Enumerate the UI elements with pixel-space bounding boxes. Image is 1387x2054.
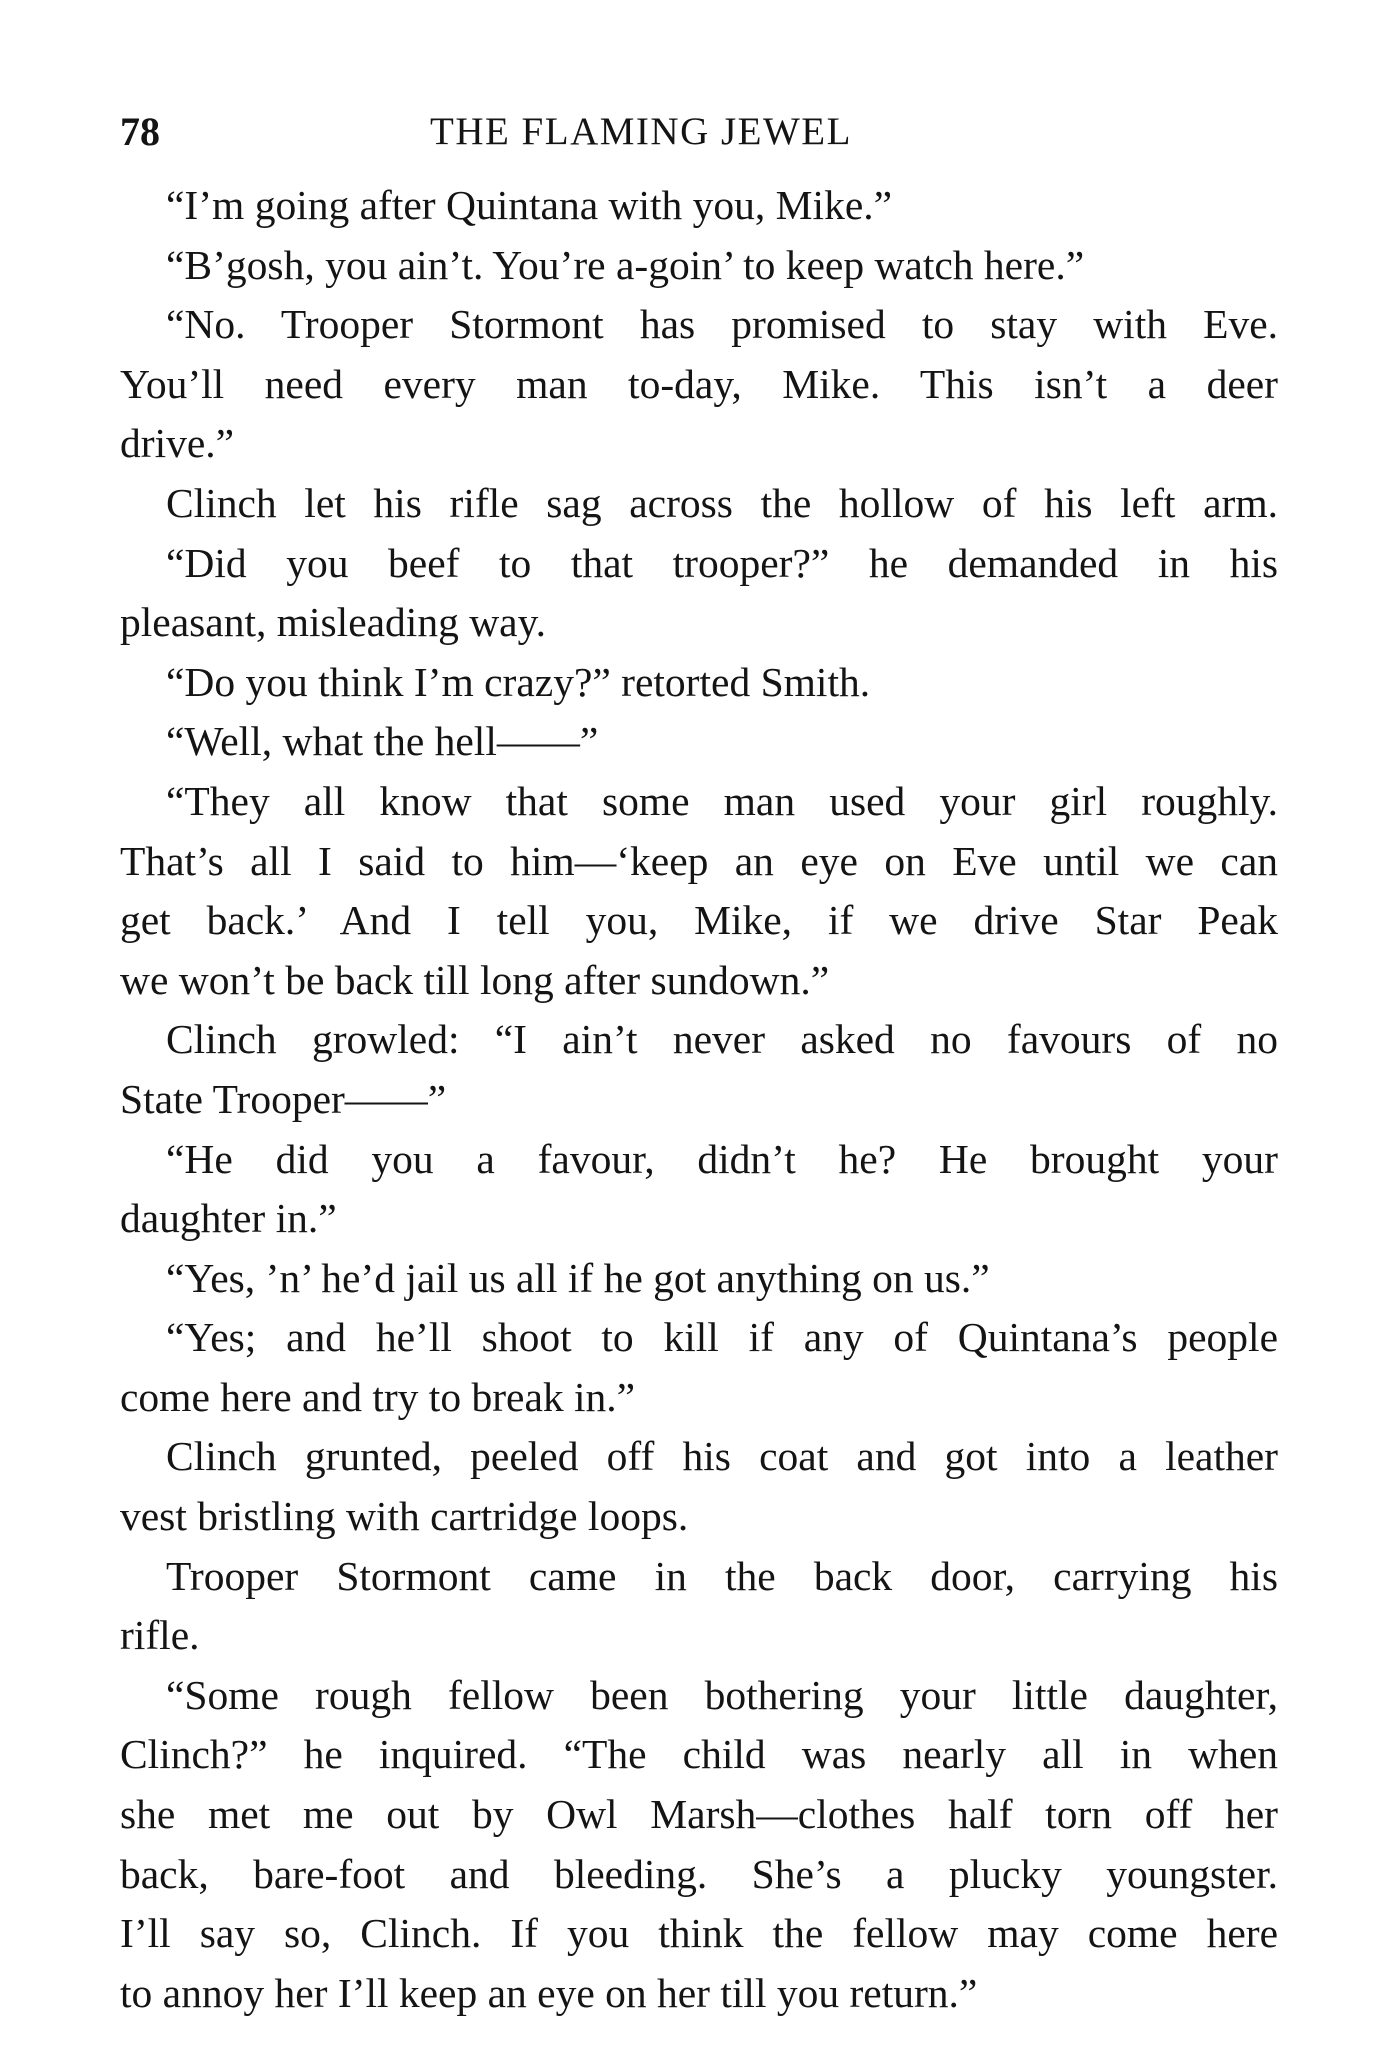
text-line: back, bare-foot and bleeding. She’s a plucky youngster. <box>120 1850 1278 1897</box>
text-line: Clinch?” he inquired. “The child was nearly all in when <box>120 1731 1278 1778</box>
text-line: That’s all I said to him—‘keep an eye on Eve until we can <box>120 837 1278 884</box>
text-line: we won’t be back till long after sundown.” <box>120 956 830 1003</box>
text-line: Trooper Stormont came in the back door, carrying his <box>166 1552 1278 1599</box>
text-line: “B’gosh, you ain’t. You’re a-goin’ to keep watch here.” <box>166 241 1085 288</box>
text-line: come here and try to break in.” <box>120 1373 636 1420</box>
text-line: get back.’ And I tell you, Mike, if we drive Star Peak <box>120 897 1278 944</box>
text-line: Clinch grunted, peeled off his coat and got into a leather <box>166 1433 1278 1480</box>
text-line: “No. Trooper Stormont has promised to stay with Eve. <box>166 301 1278 348</box>
text-line: State Trooper——” <box>120 1075 447 1122</box>
text-line: Clinch let his rifle sag across the hollow of his left arm. <box>166 479 1278 526</box>
text-line: vest bristling with cartridge loops. <box>120 1493 689 1540</box>
page-header <box>120 104 1280 160</box>
running-title: THE FLAMING JEWEL <box>430 110 852 153</box>
text-line: I’ll say so, Clinch. If you think the fellow may come here <box>120 1910 1278 1957</box>
page-number: 78 <box>120 109 160 154</box>
text-line: to annoy her I’ll keep an eye on her till you return.” <box>120 1969 978 2016</box>
text-line: “Yes; and he’ll shoot to kill if any of Quintana’s people <box>166 1314 1278 1361</box>
body-text <box>120 176 1278 2023</box>
text-line: “He did you a favour, didn’t he? He brought your <box>166 1135 1278 1182</box>
text-line: “Some rough fellow been bothering your little daughter, <box>166 1671 1278 1718</box>
text-line: drive.” <box>120 420 235 467</box>
text-line: pleasant, misleading way. <box>120 599 547 646</box>
text-line: You’ll need every man to-day, Mike. This isn’t a deer <box>120 360 1278 407</box>
text-line: daughter in.” <box>120 1195 337 1242</box>
text-line: “Well, what the hell——” <box>166 718 599 765</box>
text-line: “Do you think I’m crazy?” retorted Smith. <box>166 658 871 705</box>
text-line: Clinch growled: “I ain’t never asked no favours of no <box>166 1016 1278 1063</box>
text-line: rifle. <box>120 1612 200 1659</box>
text-line: “Yes, ’n’ he’d jail us all if he got anything on us.” <box>166 1254 990 1301</box>
text-line: “Did you beef to that trooper?” he demanded in his <box>166 539 1278 586</box>
text-line: “They all know that some man used your girl roughly. <box>166 777 1278 824</box>
text-line: “I’m going after Quintana with you, Mike.” <box>166 182 893 228</box>
text-line: she met me out by Owl Marsh—clothes half torn off her <box>120 1791 1278 1838</box>
